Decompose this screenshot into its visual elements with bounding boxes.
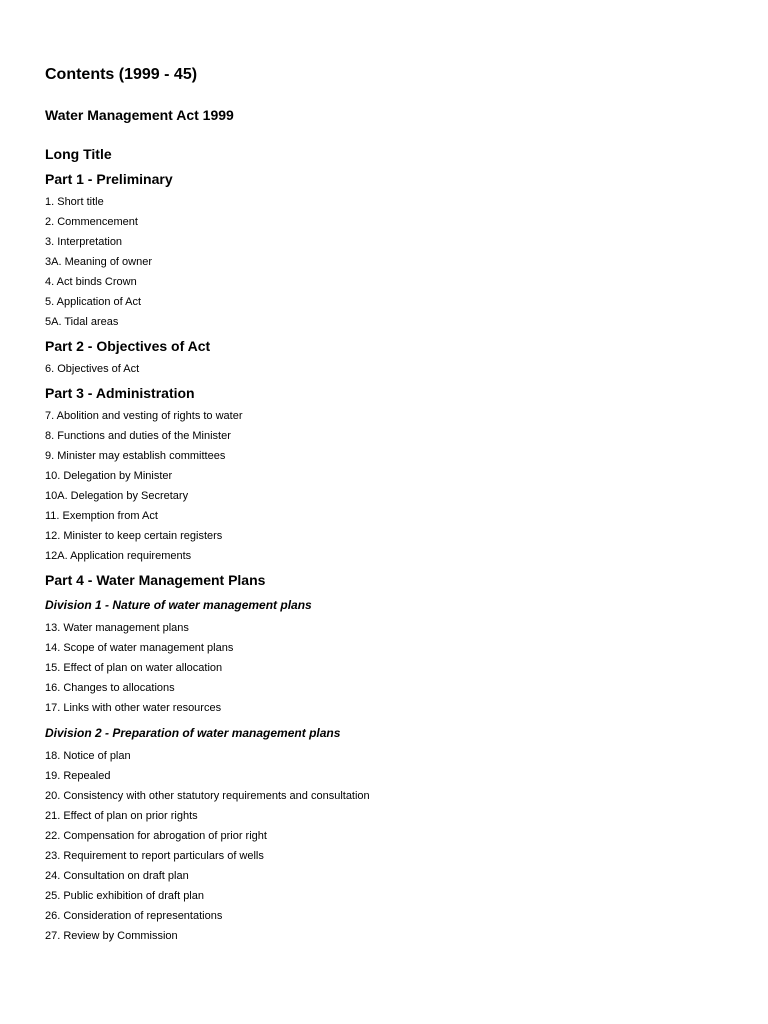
toc-section-link[interactable]: 15. Effect of plan on water allocation bbox=[45, 662, 223, 674]
toc-part-heading: Part 3 - Administration bbox=[45, 385, 195, 401]
page-title: Contents (1999 - 45) bbox=[45, 66, 198, 83]
toc-section-link[interactable]: 4. Act binds Crown bbox=[45, 276, 137, 288]
toc-section-link[interactable]: 7. Abolition and vesting of rights to water bbox=[45, 410, 243, 422]
toc-section-link[interactable]: 19. Repealed bbox=[45, 770, 111, 782]
toc-section-link[interactable]: 23. Requirement to report particulars of wells bbox=[45, 850, 264, 862]
toc-section-link[interactable]: 16. Changes to allocations bbox=[45, 682, 175, 694]
toc-section-link[interactable]: 18. Notice of plan bbox=[45, 750, 131, 762]
toc-section-link[interactable]: 12. Minister to keep certain registers bbox=[45, 530, 223, 542]
toc-section-link[interactable]: 22. Compensation for abrogation of prior right bbox=[45, 830, 267, 842]
toc-section-link[interactable]: 10A. Delegation by Secretary bbox=[45, 490, 189, 502]
toc-section-link[interactable]: 25. Public exhibition of draft plan bbox=[45, 890, 204, 902]
toc-part-heading: Part 4 - Water Management Plans bbox=[45, 572, 266, 588]
toc-section-link[interactable]: 2. Commencement bbox=[45, 216, 138, 228]
toc-section-link[interactable]: 24. Consultation on draft plan bbox=[45, 870, 189, 882]
toc-division-heading: Division 1 - Nature of water management plans bbox=[45, 598, 312, 612]
toc-section-link[interactable]: 1. Short title bbox=[45, 196, 104, 208]
toc-section-link[interactable]: 13. Water management plans bbox=[45, 622, 189, 634]
toc-section-link[interactable]: 3A. Meaning of owner bbox=[45, 256, 153, 268]
toc-section-link[interactable]: 6. Objectives of Act bbox=[45, 363, 140, 375]
toc-part-heading: Long Title bbox=[45, 146, 112, 162]
toc-section-link[interactable]: 14. Scope of water management plans bbox=[45, 642, 234, 654]
toc-section-link[interactable]: 5. Application of Act bbox=[45, 296, 142, 308]
toc-section-link[interactable]: 21. Effect of plan on prior rights bbox=[45, 810, 198, 822]
toc-part-heading: Part 2 - Objectives of Act bbox=[45, 338, 211, 354]
toc-section-link[interactable]: 3. Interpretation bbox=[45, 236, 123, 248]
toc-section-link[interactable]: 12A. Application requirements bbox=[45, 550, 192, 562]
toc-part-heading: Part 1 - Preliminary bbox=[45, 171, 173, 187]
toc-section-link[interactable]: 8. Functions and duties of the Minister bbox=[45, 430, 231, 442]
toc-section-link[interactable]: 11. Exemption from Act bbox=[45, 510, 158, 522]
act-title: Water Management Act 1999 bbox=[45, 107, 234, 123]
toc-section-link[interactable]: 20. Consistency with other statutory requirements and consultation bbox=[45, 790, 370, 802]
toc-section-link[interactable]: 27. Review by Commission bbox=[45, 930, 178, 942]
toc-section-link[interactable]: 26. Consideration of representations bbox=[45, 910, 223, 922]
toc-section-link[interactable]: 10. Delegation by Minister bbox=[45, 470, 173, 482]
toc-division-heading: Division 2 - Preparation of water management plans bbox=[45, 726, 341, 740]
toc-section-link[interactable]: 5A. Tidal areas bbox=[45, 316, 119, 328]
table-of-contents bbox=[45, 146, 745, 943]
toc-section-link[interactable]: 9. Minister may establish committees bbox=[45, 450, 226, 462]
toc-section-link[interactable]: 17. Links with other water resources bbox=[45, 702, 222, 714]
